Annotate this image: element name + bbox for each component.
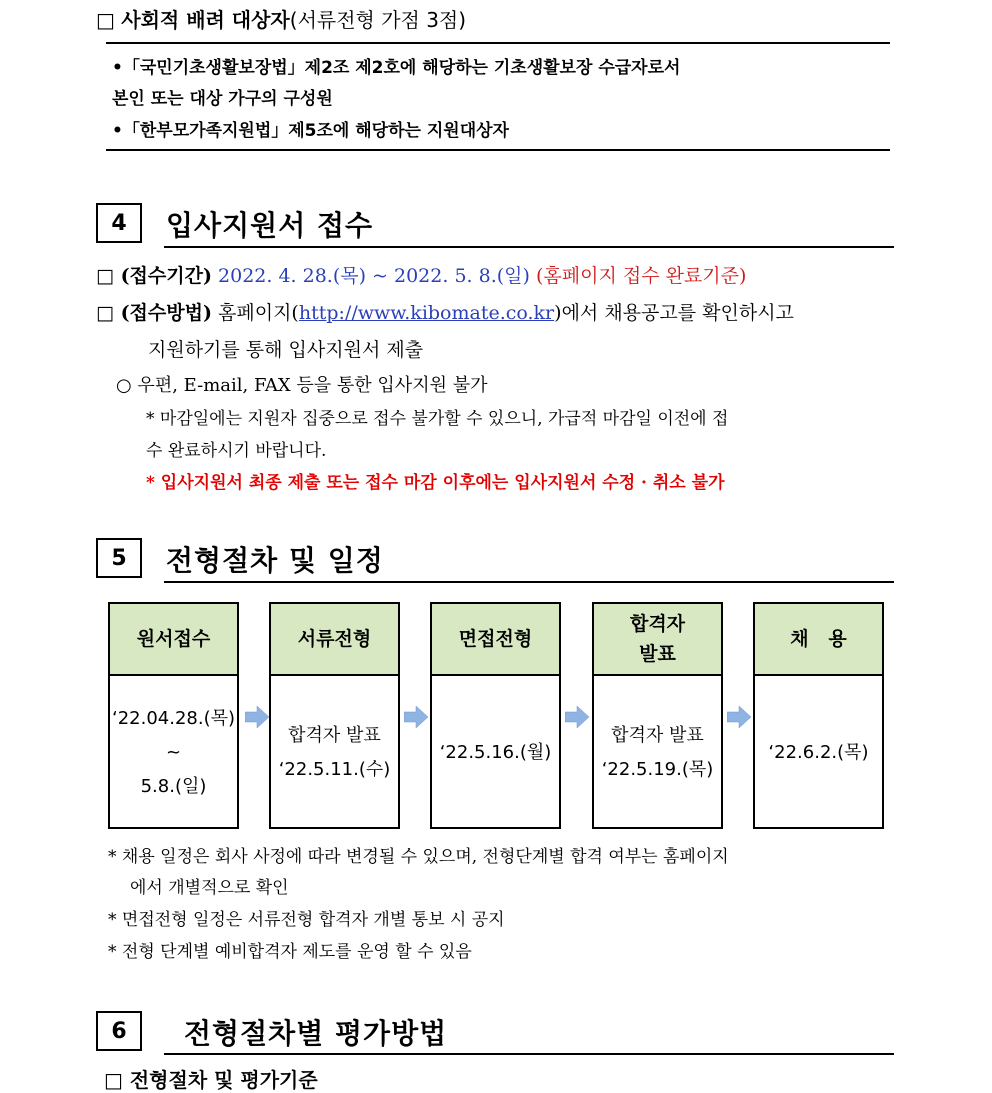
section3-heading-note: (서류전형 가점 3점)	[289, 8, 467, 32]
flow-step-hiring	[753, 602, 884, 829]
flow-step-body-line: 합격자 발표	[288, 724, 381, 746]
schedule-note-1-cont: 에서 개별적으로 확인	[130, 878, 289, 898]
flow-step-head: 서류전형	[271, 604, 398, 676]
flow-arrow-icon	[404, 706, 428, 728]
section3-heading	[96, 4, 466, 33]
section6-title: 전형절차별 평가방법	[184, 1017, 448, 1050]
flow-step-body-line: ‘22.5.11.(수)	[278, 758, 391, 780]
flow-step-body	[755, 676, 882, 829]
section5-number-box	[96, 538, 142, 578]
flow-step-body	[271, 676, 398, 829]
section3-item-2: 본인 또는 대상 가구의 구성원	[112, 89, 333, 109]
deadline-note-line2: 수 완료하시기 바랍니다.	[146, 441, 327, 461]
flow-step-body	[432, 676, 559, 829]
receipt-period-label: □ (접수기간)	[96, 265, 212, 287]
flow-step-body	[594, 676, 721, 829]
section5-title-rule	[164, 581, 894, 583]
section4-title: 입사지원서 접수	[166, 209, 374, 242]
schedule-note-3: * 전형 단계별 예비합격자 제도를 운영 할 수 있음	[108, 942, 472, 962]
deadline-note-line1: * 마감일에는 지원자 집중으로 접수 불가할 수 있으니, 가급적 마감일 이전에 접	[146, 409, 729, 429]
flow-step-head: 면접전형	[432, 604, 559, 676]
receipt-method-line	[96, 298, 794, 325]
section3-heading-bold: 사회적 배려 대상자	[121, 8, 290, 32]
receipt-method-line2: 지원하기를 통해 입사지원서 제출	[148, 339, 424, 361]
section4-title-rule	[164, 246, 894, 248]
flow-step-head: 채 용	[755, 604, 882, 676]
receipt-period-line	[96, 261, 746, 288]
section6-number: 6	[111, 1018, 127, 1044]
final-submit-warning: * 입사지원서 최종 제출 또는 접수 마감 이후에는 입사지원서 수정 · 취소 불가	[146, 473, 725, 493]
flow-arrow-icon	[565, 706, 589, 728]
receipt-period-value: 2022. 4. 28.(목) ~ 2022. 5. 8.(일)	[218, 265, 530, 287]
schedule-note-1: * 채용 일정은 회사 사정에 따라 변경될 수 있으며, 전형단계별 합격 여부는 홈페이지	[108, 847, 729, 867]
homepage-link[interactable]: http://www.kibomate.co.kr	[298, 302, 555, 324]
flow-step-head	[594, 604, 721, 676]
section4-number-box	[96, 203, 142, 243]
flow-step-head: 원서접수	[110, 604, 237, 676]
receipt-method-pre: 홈페이지(	[218, 302, 299, 324]
flow-step-body-line: ‘22.04.28.(목)	[111, 707, 236, 729]
flow-step-body-line: ~	[165, 741, 182, 763]
section6-subheading: □ 전형절차 및 평가기준	[104, 1068, 318, 1092]
section4-number: 4	[111, 210, 127, 236]
section3-bottom-rule	[106, 149, 890, 151]
receipt-method-label: □ (접수방법)	[96, 302, 212, 324]
section5-title: 전형절차 및 일정	[166, 544, 384, 577]
flow-step-head-line: 발표	[639, 643, 676, 665]
flow-step-body-line: ‘22.6.2.(목)	[768, 741, 869, 763]
checkbox-icon: □	[96, 8, 115, 32]
section5-number: 5	[111, 545, 127, 571]
section6-title-rule	[164, 1053, 894, 1055]
section3-item-1: •「국민기초생활보장법」제2조 제2호에 해당하는 기초생활보장 수급자로서	[112, 58, 681, 78]
flow-arrow-icon	[245, 706, 269, 728]
flow-step-interview	[430, 602, 561, 829]
receipt-period-note: (홈페이지 접수 완료기준)	[535, 265, 747, 287]
flow-step-head-line: 합격자	[629, 613, 686, 635]
flow-step-announcement	[592, 602, 723, 829]
receipt-method-post: )에서 채용공고를 확인하시고	[554, 302, 794, 324]
section3-item-3: •「한부모가족지원법」제5조에 해당하는 지원대상자	[112, 121, 509, 141]
flow-step-document	[269, 602, 400, 829]
section3-top-rule	[106, 42, 890, 44]
flow-step-body-line: ‘22.5.16.(월)	[439, 741, 552, 763]
flow-step-body-line: ‘22.5.19.(목)	[601, 758, 714, 780]
flow-step-body	[110, 676, 237, 829]
schedule-note-2: * 면접전형 일정은 서류전형 합격자 개별 통보 시 공지	[108, 910, 505, 930]
flow-step-body-line: 합격자 발표	[611, 724, 704, 746]
flow-step-body-line: 5.8.(일)	[140, 775, 207, 797]
no-mail-item: ○ 우편, E-mail, FAX 등을 통한 입사지원 불가	[116, 375, 488, 396]
flow-step-application	[108, 602, 239, 829]
flow-arrow-icon	[727, 706, 751, 728]
section6-number-box	[96, 1011, 142, 1051]
